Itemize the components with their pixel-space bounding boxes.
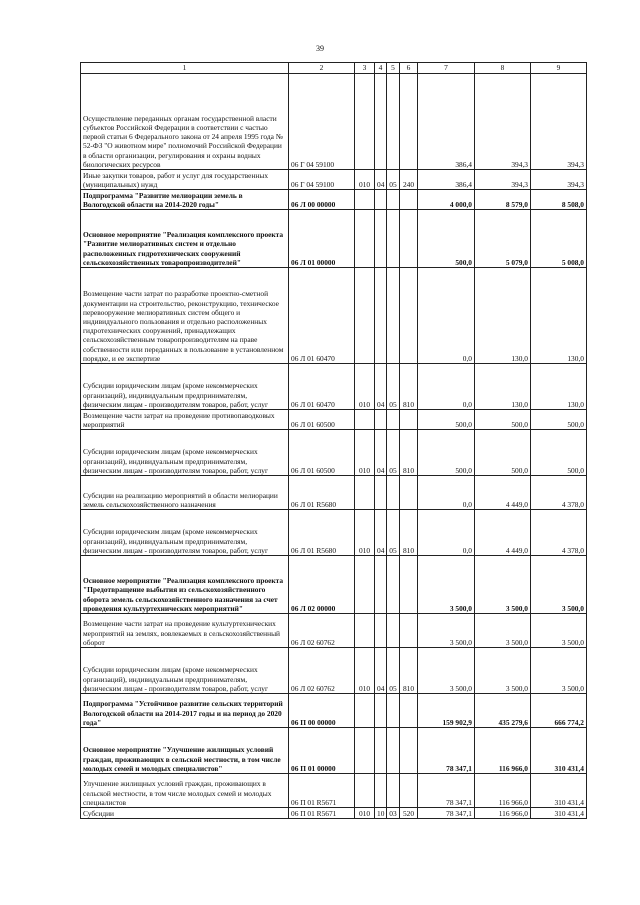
cell-name: Иные закупки товаров, работ и услуг для государственных (муниципальных) нужд	[81, 170, 289, 190]
header-cell: 9	[531, 63, 587, 74]
cell-expense-type	[400, 268, 418, 364]
cell-name: Субсидии юридическим лицам (кроме некоммерческих организаций), индивидуальным предпринимателям, физическим лицам - производителям товаров, работ, услуг	[81, 430, 289, 476]
cell-code: 06 Л 02 60762	[289, 648, 355, 694]
cell-section: 04	[375, 364, 387, 410]
cell-expense-type	[400, 728, 418, 774]
table-row	[81, 170, 587, 190]
cell-subsection	[387, 614, 400, 648]
cell-section	[375, 694, 387, 728]
cell-section	[375, 410, 387, 430]
table-row	[81, 728, 587, 774]
page-number: 39	[316, 44, 324, 53]
cell-subsection	[387, 268, 400, 364]
cell-value-7: 0,0	[418, 476, 475, 510]
cell-section: 10	[375, 808, 387, 819]
cell-name: Возмещение части затрат по разработке проектно-сметной документации на строительство, реконструкцию, техническое перевооружение мелиоративных систем общего и индивидуального пользования и отдельно расположенных гидротехнических сооружений, принадлежащих сельскохозяйственным товаропроизводителям на праве собственности или переданных в пользование в установленном порядке, и ее экспертизе	[81, 268, 289, 364]
cell-value-9: 5 008,0	[531, 210, 587, 268]
cell-expense-type: 240	[400, 170, 418, 190]
cell-name: Субсидии на реализацию мероприятий в области мелиорации земель сельскохозяйственного назначения	[81, 476, 289, 510]
cell-name: Подпрограмма "Устойчивое развитие сельских территорий Вологодской области на 2014-2017 годы и на период до 2020 года"	[81, 694, 289, 728]
cell-subsection	[387, 410, 400, 430]
cell-value-8: 116 966,0	[475, 808, 531, 819]
cell-name: Улучшение жилищных условий граждан, проживающих в сельской местности, в том числе молодых семей и молодых специалистов	[81, 774, 289, 808]
cell-expense-type	[400, 190, 418, 210]
cell-name: Основное мероприятие "Реализация комплексного проекта "Развитие мелиоративных систем и отдельно расположенных гидротехнических сооружений сельскохозяйственных товаропроизводителей"	[81, 210, 289, 268]
cell-value-7: 0,0	[418, 268, 475, 364]
table-row	[81, 614, 587, 648]
cell-expense-type: 810	[400, 430, 418, 476]
cell-expense-type: 520	[400, 808, 418, 819]
cell-ministry: 010	[355, 648, 375, 694]
cell-expense-type: 810	[400, 648, 418, 694]
cell-code: 06 Л 02 00000	[289, 556, 355, 614]
cell-name: Подпрограмма "Развитие мелиорации земель в Вологодской области на 2014-2020 годы"	[81, 190, 289, 210]
cell-expense-type: 810	[400, 510, 418, 556]
cell-value-9: 310 431,4	[531, 728, 587, 774]
cell-value-9: 3 500,0	[531, 556, 587, 614]
header-cell: 1	[81, 63, 289, 74]
cell-value-8: 130,0	[475, 364, 531, 410]
cell-value-9: 130,0	[531, 364, 587, 410]
cell-ministry	[355, 410, 375, 430]
cell-name: Возмещение части затрат на проведение противопаводковых мероприятий	[81, 410, 289, 430]
table-row	[81, 190, 587, 210]
cell-value-9: 4 378,0	[531, 476, 587, 510]
cell-value-7: 500,0	[418, 430, 475, 476]
cell-value-8: 394,3	[475, 74, 531, 170]
cell-section: 04	[375, 170, 387, 190]
cell-name: Субсидии юридическим лицам (кроме некоммерческих организаций), индивидуальным предпринимателям, физическим лицам - производителям товаров, работ, услуг	[81, 648, 289, 694]
cell-value-7: 386,4	[418, 74, 475, 170]
cell-section	[375, 74, 387, 170]
cell-ministry: 010	[355, 170, 375, 190]
cell-section	[375, 774, 387, 808]
cell-ministry	[355, 614, 375, 648]
cell-name: Субсидии юридическим лицам (кроме некоммерческих организаций), индивидуальным предпринимателям, физическим лицам - производителям товаров, работ, услуг	[81, 364, 289, 410]
cell-ministry: 010	[355, 808, 375, 819]
cell-value-9: 3 500,0	[531, 648, 587, 694]
cell-section	[375, 210, 387, 268]
table-header-row	[81, 63, 587, 74]
cell-value-9: 394,3	[531, 170, 587, 190]
cell-value-7: 4 000,0	[418, 190, 475, 210]
cell-expense-type	[400, 556, 418, 614]
header-cell: 8	[475, 63, 531, 74]
cell-subsection	[387, 74, 400, 170]
cell-value-9: 394,3	[531, 74, 587, 170]
cell-value-7: 78 347,1	[418, 808, 475, 819]
cell-value-9: 310 431,4	[531, 808, 587, 819]
cell-subsection: 05	[387, 430, 400, 476]
table-row	[81, 476, 587, 510]
table-row	[81, 74, 587, 170]
cell-ministry	[355, 210, 375, 268]
cell-value-8: 5 079,0	[475, 210, 531, 268]
cell-subsection	[387, 728, 400, 774]
cell-value-8: 8 579,0	[475, 190, 531, 210]
cell-subsection	[387, 774, 400, 808]
cell-value-9: 4 378,0	[531, 510, 587, 556]
cell-code: 06 П 00 00000	[289, 694, 355, 728]
cell-value-9: 666 774,2	[531, 694, 587, 728]
cell-section	[375, 476, 387, 510]
cell-code: 06 Л 01 60470	[289, 268, 355, 364]
table-body	[81, 74, 587, 819]
cell-value-8: 116 966,0	[475, 774, 531, 808]
cell-value-9: 8 508,0	[531, 190, 587, 210]
cell-ministry	[355, 728, 375, 774]
cell-code: 06 Л 01 R5680	[289, 476, 355, 510]
cell-value-8: 394,3	[475, 170, 531, 190]
cell-ministry: 010	[355, 430, 375, 476]
cell-ministry	[355, 190, 375, 210]
cell-code: 06 Г 04 59100	[289, 170, 355, 190]
cell-value-7: 78 347,1	[418, 728, 475, 774]
cell-name: Основное мероприятие "Улучшение жилищных условий граждан, проживающих в сельской местности, в том числе молодых семей и молодых специалистов"	[81, 728, 289, 774]
table-row	[81, 210, 587, 268]
cell-ministry: 010	[355, 510, 375, 556]
cell-ministry	[355, 476, 375, 510]
cell-ministry	[355, 74, 375, 170]
header-cell: 4	[375, 63, 387, 74]
table-row	[81, 556, 587, 614]
cell-code: 06 П 01 R5671	[289, 774, 355, 808]
cell-section	[375, 556, 387, 614]
cell-name: Субсидии юридическим лицам (кроме некоммерческих организаций), индивидуальным предпринимателям, физическим лицам - производителям товаров, работ, услуг	[81, 510, 289, 556]
cell-code: 06 Л 01 R5680	[289, 510, 355, 556]
cell-subsection: 05	[387, 170, 400, 190]
cell-section: 04	[375, 648, 387, 694]
cell-value-7: 500,0	[418, 210, 475, 268]
cell-value-8: 435 279,6	[475, 694, 531, 728]
table-row	[81, 410, 587, 430]
cell-value-7: 500,0	[418, 410, 475, 430]
cell-subsection: 05	[387, 364, 400, 410]
table-row	[81, 648, 587, 694]
cell-ministry	[355, 268, 375, 364]
cell-value-7: 386,4	[418, 170, 475, 190]
cell-value-7: 3 500,0	[418, 556, 475, 614]
cell-expense-type: 810	[400, 364, 418, 410]
cell-code: 06 Л 01 60500	[289, 430, 355, 476]
cell-expense-type	[400, 210, 418, 268]
header-cell: 2	[289, 63, 355, 74]
cell-value-9: 310 431,4	[531, 774, 587, 808]
cell-ministry	[355, 694, 375, 728]
cell-expense-type	[400, 774, 418, 808]
cell-subsection: 03	[387, 808, 400, 819]
cell-value-9: 500,0	[531, 410, 587, 430]
cell-expense-type	[400, 694, 418, 728]
cell-subsection	[387, 694, 400, 728]
table-row	[81, 364, 587, 410]
cell-expense-type	[400, 476, 418, 510]
cell-value-8: 130,0	[475, 268, 531, 364]
cell-value-7: 0,0	[418, 510, 475, 556]
cell-ministry: 010	[355, 364, 375, 410]
cell-value-8: 3 500,0	[475, 614, 531, 648]
cell-expense-type	[400, 74, 418, 170]
cell-value-8: 4 449,0	[475, 476, 531, 510]
cell-value-7: 159 902,9	[418, 694, 475, 728]
cell-subsection	[387, 556, 400, 614]
header-cell: 3	[355, 63, 375, 74]
cell-subsection: 05	[387, 510, 400, 556]
cell-subsection	[387, 190, 400, 210]
cell-value-9: 500,0	[531, 430, 587, 476]
cell-subsection	[387, 476, 400, 510]
cell-code: 06 Г 04 59100	[289, 74, 355, 170]
cell-name: Субсидии	[81, 808, 289, 819]
cell-value-8: 500,0	[475, 410, 531, 430]
table-row	[81, 268, 587, 364]
cell-code: 06 Л 02 60762	[289, 614, 355, 648]
table-row	[81, 774, 587, 808]
header-cell: 6	[400, 63, 418, 74]
table-row	[81, 430, 587, 476]
cell-value-8: 116 966,0	[475, 728, 531, 774]
cell-section	[375, 614, 387, 648]
cell-expense-type	[400, 614, 418, 648]
header-cell: 7	[418, 63, 475, 74]
cell-subsection: 05	[387, 648, 400, 694]
header-cell: 5	[387, 63, 400, 74]
cell-value-8: 500,0	[475, 430, 531, 476]
cell-code: 06 Л 01 00000	[289, 210, 355, 268]
cell-name: Основное мероприятие "Реализация комплексного проекта "Предотвращение выбытия из сельскохозяйственного оборота земель сельскохозяйственного назначения за счет проведения культуртехнических мероприятий"	[81, 556, 289, 614]
cell-value-9: 130,0	[531, 268, 587, 364]
cell-section	[375, 268, 387, 364]
cell-code: 06 Л 01 60500	[289, 410, 355, 430]
cell-code: 06 П 01 R5671	[289, 808, 355, 819]
cell-section	[375, 728, 387, 774]
cell-name: Осуществление переданных органам государственной власти субъектов Российской Федерации в соответствии с частью первой статьи 6 Федерального закона от 24 апреля 1995 года № 52-ФЗ "О животном мире" полномочий Российской Федерации в области организации, регулирования и охраны водных биологических ресурсов	[81, 74, 289, 170]
table-row	[81, 694, 587, 728]
cell-name: Возмещение части затрат на проведение культуртехнических мероприятий на землях, вовлекаемых в сельскохозяйственный оборот	[81, 614, 289, 648]
cell-value-7: 3 500,0	[418, 648, 475, 694]
cell-subsection	[387, 210, 400, 268]
cell-value-9: 3 500,0	[531, 614, 587, 648]
cell-section: 04	[375, 510, 387, 556]
cell-expense-type	[400, 410, 418, 430]
cell-value-7: 78 347,1	[418, 774, 475, 808]
table-row	[81, 510, 587, 556]
cell-code: 06 П 01 00000	[289, 728, 355, 774]
cell-ministry	[355, 556, 375, 614]
table-row	[81, 808, 587, 819]
budget-table	[80, 62, 587, 819]
cell-code: 06 Л 00 00000	[289, 190, 355, 210]
cell-section	[375, 190, 387, 210]
cell-value-7: 3 500,0	[418, 614, 475, 648]
cell-value-7: 0,0	[418, 364, 475, 410]
cell-value-8: 4 449,0	[475, 510, 531, 556]
cell-code: 06 Л 01 60470	[289, 364, 355, 410]
cell-value-8: 3 500,0	[475, 556, 531, 614]
cell-section: 04	[375, 430, 387, 476]
cell-ministry	[355, 774, 375, 808]
cell-value-8: 3 500,0	[475, 648, 531, 694]
